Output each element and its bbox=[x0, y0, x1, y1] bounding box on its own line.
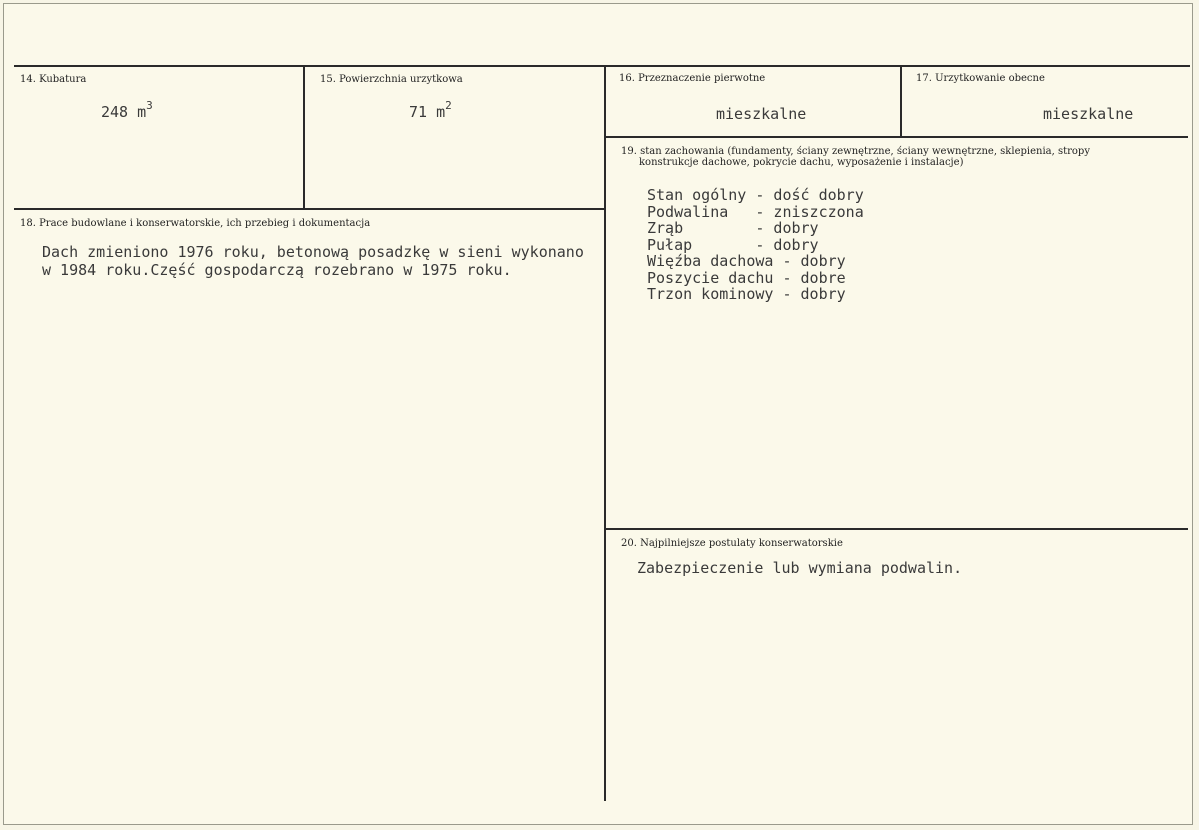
list-item: Trzon kominowy - dobry bbox=[647, 285, 846, 303]
divider-14-15 bbox=[303, 67, 305, 210]
list-item: Zrąb - dobry bbox=[647, 219, 819, 237]
urzytkowanie-value: mieszkalne bbox=[1043, 105, 1134, 123]
prace-line-2: w 1984 roku.Część gospodarczą rozebrano w 1975 roku. bbox=[42, 261, 512, 279]
prace-label: 18. Prace budowlane i konserwatorskie, ich przebieg i dokumentacja bbox=[20, 218, 371, 229]
list-item: Poszycie dachu - dobre bbox=[647, 268, 846, 287]
powierzchnia-label: 15. Powierzchnia urzytkowa bbox=[320, 74, 463, 85]
rule-under-14-15 bbox=[14, 208, 605, 210]
stan-zachowania-label-cont: konstrukcje dachowe, pokrycie dachu, wyposażenie i instalacje) bbox=[639, 157, 964, 168]
top-rule bbox=[14, 65, 1190, 67]
divider-16-17 bbox=[900, 67, 902, 137]
list-item: Podwalina - zniszczona bbox=[647, 202, 864, 221]
rule-under-19 bbox=[606, 528, 1188, 530]
prace-line-1: Dach zmieniono 1976 roku, betonową posadzkę w sieni wykonano bbox=[42, 243, 584, 261]
postulaty-label: 20. Najpilniejsze postulaty konserwatorskie bbox=[621, 538, 843, 549]
postulaty-value: Zabezpieczenie lub wymiana podwalin. bbox=[637, 559, 963, 577]
inventory-card bbox=[3, 3, 1193, 825]
powierzchnia-value: 71 $m^2$ bbox=[409, 99, 452, 121]
przeznaczenie-value: mieszkalne bbox=[716, 105, 807, 123]
divider-center bbox=[604, 67, 606, 801]
rule-under-16-17 bbox=[606, 136, 1188, 138]
list-item: Pułap - dobry bbox=[647, 235, 819, 254]
list-item: Stan ogólny - dość dobry bbox=[647, 186, 864, 204]
kubatura-label: 14. Kubatura bbox=[20, 74, 87, 85]
stan-zachowania-label: 19. stan zachowania (fundamenty, ściany zewnętrzne, ściany wewnętrzne, sklepienia, stropy bbox=[621, 146, 1090, 157]
kubatura-value: 248 $m^3$ bbox=[101, 99, 153, 121]
urzytkowanie-label: 17. Urzytkowanie obecne bbox=[916, 73, 1045, 84]
list-item: Więźba dachowa - dobry bbox=[647, 252, 846, 270]
przeznaczenie-label: 16. Przeznaczenie pierwotne bbox=[619, 73, 766, 84]
